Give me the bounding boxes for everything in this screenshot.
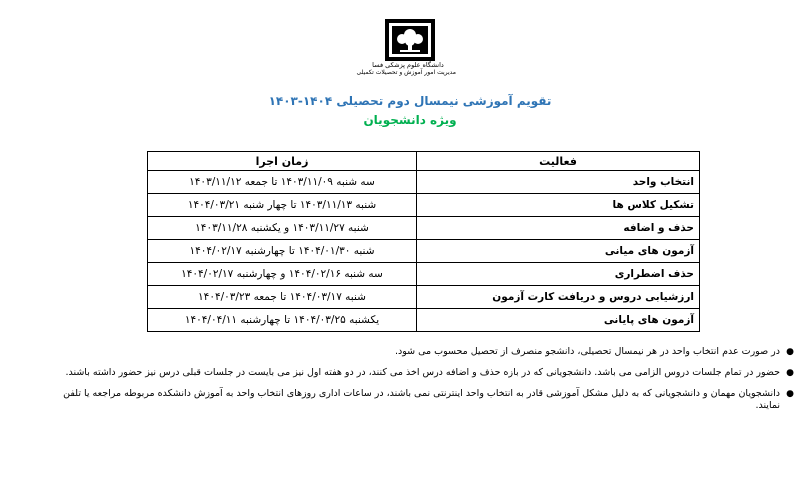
activity-cell: ارزشیابی دروس و دریافت کارت آزمون [417,286,700,309]
time-cell: یکشنبه ۱۴۰۴/۰۳/۲۵ تا چهارشنبه ۱۴۰۴/۰۴/۱۱ [148,309,417,332]
header-activity: فعالیت [417,152,700,171]
activity-cell: انتخاب واحد [417,171,700,194]
page-title: تقویم آموزشی نیمسال دوم تحصیلی ۱۴۰۴-۱۴۰۳ [268,94,552,108]
activity-cell: تشکیل کلاس ها [417,194,700,217]
bullet-icon: ● [786,368,794,378]
table-row [148,240,700,263]
list-item [60,346,794,358]
academic-calendar-table [147,151,700,332]
logo-caption-line2: مدیریت امور آموزش و تحصیلات تکمیلی [356,69,456,76]
time-cell: شنبه ۱۴۰۴/۰۳/۱۷ تا جمعه ۱۴۰۴/۰۳/۲۳ [148,286,417,309]
time-cell: سه شنبه ۱۴۰۳/۱۱/۰۹ تا جمعه ۱۴۰۳/۱۱/۱۲ [148,171,417,194]
bullet-icon: ● [786,389,794,399]
note-text: در صورت عدم انتخاب واحد در هر نیمسال تحصیلی، دانشجو منصرف از تحصیل محسوب می شود. [394,346,780,357]
logo-caption-line1: دانشگاه علوم پزشکی فسا [372,61,444,69]
activity-cell: حذف و اضافه [417,217,700,240]
note-text: دانشجویان مهمان و دانشجویانی که به دلیل مشکل آموزشی قادر به انتخاب واحد اینترنتی نمی باشند، در ساعات اداری روزهای انتخاب واحد به آموزش دانشکده مربوطه مراجعه یا تلفن نمایند. [63,388,780,411]
header-time: زمان اجرا [148,152,417,171]
time-cell: شنبه ۱۴۰۴/۰۱/۳۰ تا چهارشنبه ۱۴۰۴/۰۲/۱۷ [148,240,417,263]
university-logo [384,18,436,62]
activity-cell: آزمون های میانی [417,240,700,263]
note-text: حضور در تمام جلسات دروس الزامی می باشد. دانشجویانی که در بازه حذف و اضافه درس اخذ می کنند، در دو هفته اول نیز می بایست در جلسات قبلی درس نیز حضور داشته باشند. [65,367,780,378]
table-row [148,217,700,240]
notes-list [60,346,796,421]
table-row [148,286,700,309]
table-row [148,309,700,332]
list-item [60,388,794,412]
table-header-row [148,152,700,171]
page-subtitle: ویژه دانشجویان [363,113,457,127]
activity-cell: آزمون های پایانی [417,309,700,332]
table-row [148,263,700,286]
bullet-icon: ● [786,347,794,357]
activity-cell: حذف اضطراری [417,263,700,286]
time-cell: شنبه ۱۴۰۳/۱۱/۲۷ و یکشنبه ۱۴۰۳/۱۱/۲۸ [148,217,417,240]
time-cell: سه شنبه ۱۴۰۴/۰۲/۱۶ و چهارشنبه ۱۴۰۴/۰۲/۱۷ [148,263,417,286]
table-row [148,194,700,217]
time-cell: شنبه ۱۴۰۳/۱۱/۱۳ تا چهار شنبه ۱۴۰۴/۰۳/۲۱ [148,194,417,217]
table-row [148,171,700,194]
list-item [60,367,794,379]
